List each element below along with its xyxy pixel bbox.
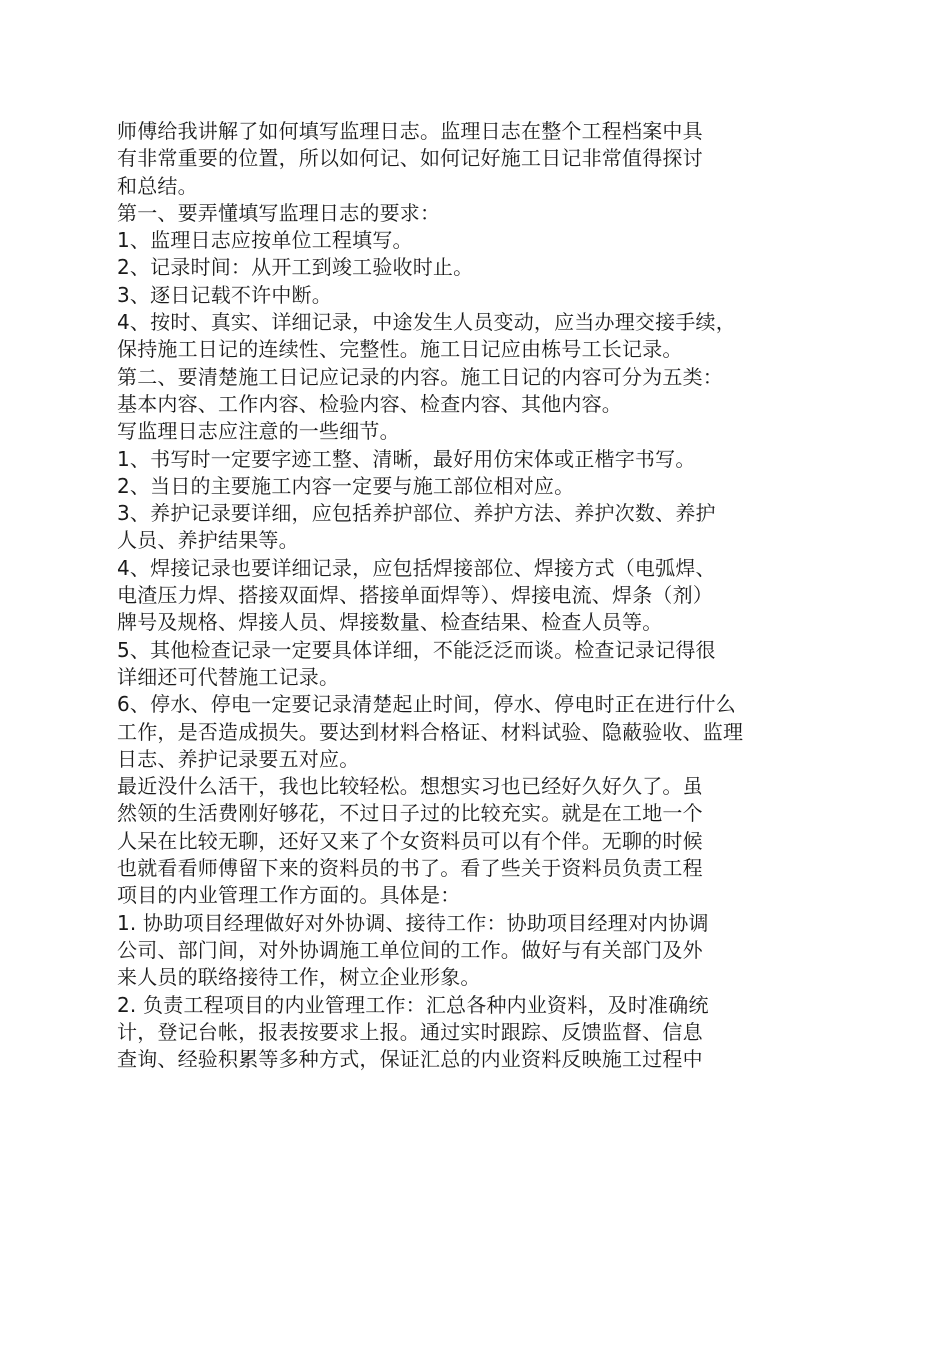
text-line: 基本内容、工作内容、检验内容、检查内容、其他内容。 (117, 391, 622, 416)
text-line: 师傅给我讲解了如何填写监理日志。监理日志在整个工程档案中具 (117, 119, 703, 143)
text-line: 电渣压力焊、搭接双面焊、搭接单面焊等）、焊接电流、焊条（剂） (117, 583, 713, 608)
list-item: 1、监理日志应按单位工程填写。 (117, 228, 413, 253)
text-line: 牌号及规格、焊接人员、焊接数量、检查结果、检查人员等。 (117, 610, 663, 635)
list-item: 2、记录时间：从开工到竣工验收时止。 (117, 255, 474, 280)
text-line: 公司、部门间，对外协调施工单位间的工作。做好与有关部门及外 (117, 937, 703, 962)
text-line: 工作，是否造成损失。要达到材料合格证、材料试验、隐蔽验收、监理 (117, 719, 744, 744)
paragraph-start: 最近没什么活干，我也比较轻松。想想实习也已经好久好久了。虽 (117, 774, 703, 799)
section-heading: 第二、要清楚施工日记应记录的内容。施工日记的内容可分为五类： (117, 364, 723, 389)
section-heading: 第一、要弄懂填写监理日志的要求： (117, 200, 441, 225)
section-heading: 写监理日志应注意的一些细节。 (117, 419, 400, 444)
text-line: 详细还可代替施工记录。 (117, 664, 340, 689)
text-line: 日志、养护记录要五对应。 (117, 746, 360, 771)
list-item: 1、书写时一定要字迹工整、清晰，最好用仿宋体或正楷字书写。 (117, 446, 696, 471)
document-body (117, 118, 817, 1073)
text-line: 计，登记台帐，报表按要求上报。通过实时跟踪、反馈监督、信息 (117, 1019, 703, 1044)
text-line: 人呆在比较无聊，还好又来了个女资料员可以有个伴。无聊的时候 (117, 828, 703, 853)
list-item: 1. 协助项目经理做好对外协调、接待工作：协助项目经理对内协调 (117, 910, 709, 935)
text-line: 有非常重要的位置，所以如何记、如何记好施工日记非常值得探讨 (117, 146, 703, 171)
list-item: 2. 负责工程项目的内业管理工作：汇总各种内业资料，及时准确统 (117, 992, 709, 1017)
text-line: 项目的内业管理工作方面的。具体是： (117, 883, 461, 908)
text-line: 查询、经验积累等多种方式，保证汇总的内业资料反映施工过程中 (117, 1047, 703, 1072)
text-line: 和总结。 (117, 173, 198, 198)
text-line: 人员、养护结果等。 (117, 528, 299, 553)
list-item: 6、停水、停电一定要记录清楚起止时间，停水、停电时正在进行什么 (117, 692, 736, 717)
list-item: 3、养护记录要详细，应包括养护部位、养护方法、养护次数、养护 (117, 501, 716, 526)
list-item: 4、焊接记录也要详细记录，应包括焊接部位、焊接方式（电弧焊、 (117, 555, 716, 580)
list-item: 4、按时、真实、详细记录，中途发生人员变动，应当办理交接手续， (117, 310, 736, 335)
list-item: 3、逐日记载不许中断。 (117, 282, 332, 307)
text-line: 来人员的联络接待工作，树立企业形象。 (117, 965, 481, 990)
text-line: 保持施工日记的连续性、完整性。施工日记应由栋号工长记录。 (117, 337, 683, 362)
text-line: 也就看看师傅留下来的资料员的书了。看了些关于资料员负责工程 (117, 856, 703, 881)
text-line: 然领的生活费刚好够花，不过日子过的比较充实。就是在工地一个 (117, 801, 703, 826)
list-item: 5、其他检查记录一定要具体详细，不能泛泛而谈。检查记录记得很 (117, 637, 716, 662)
list-item: 2、当日的主要施工内容一定要与施工部位相对应。 (117, 473, 575, 498)
